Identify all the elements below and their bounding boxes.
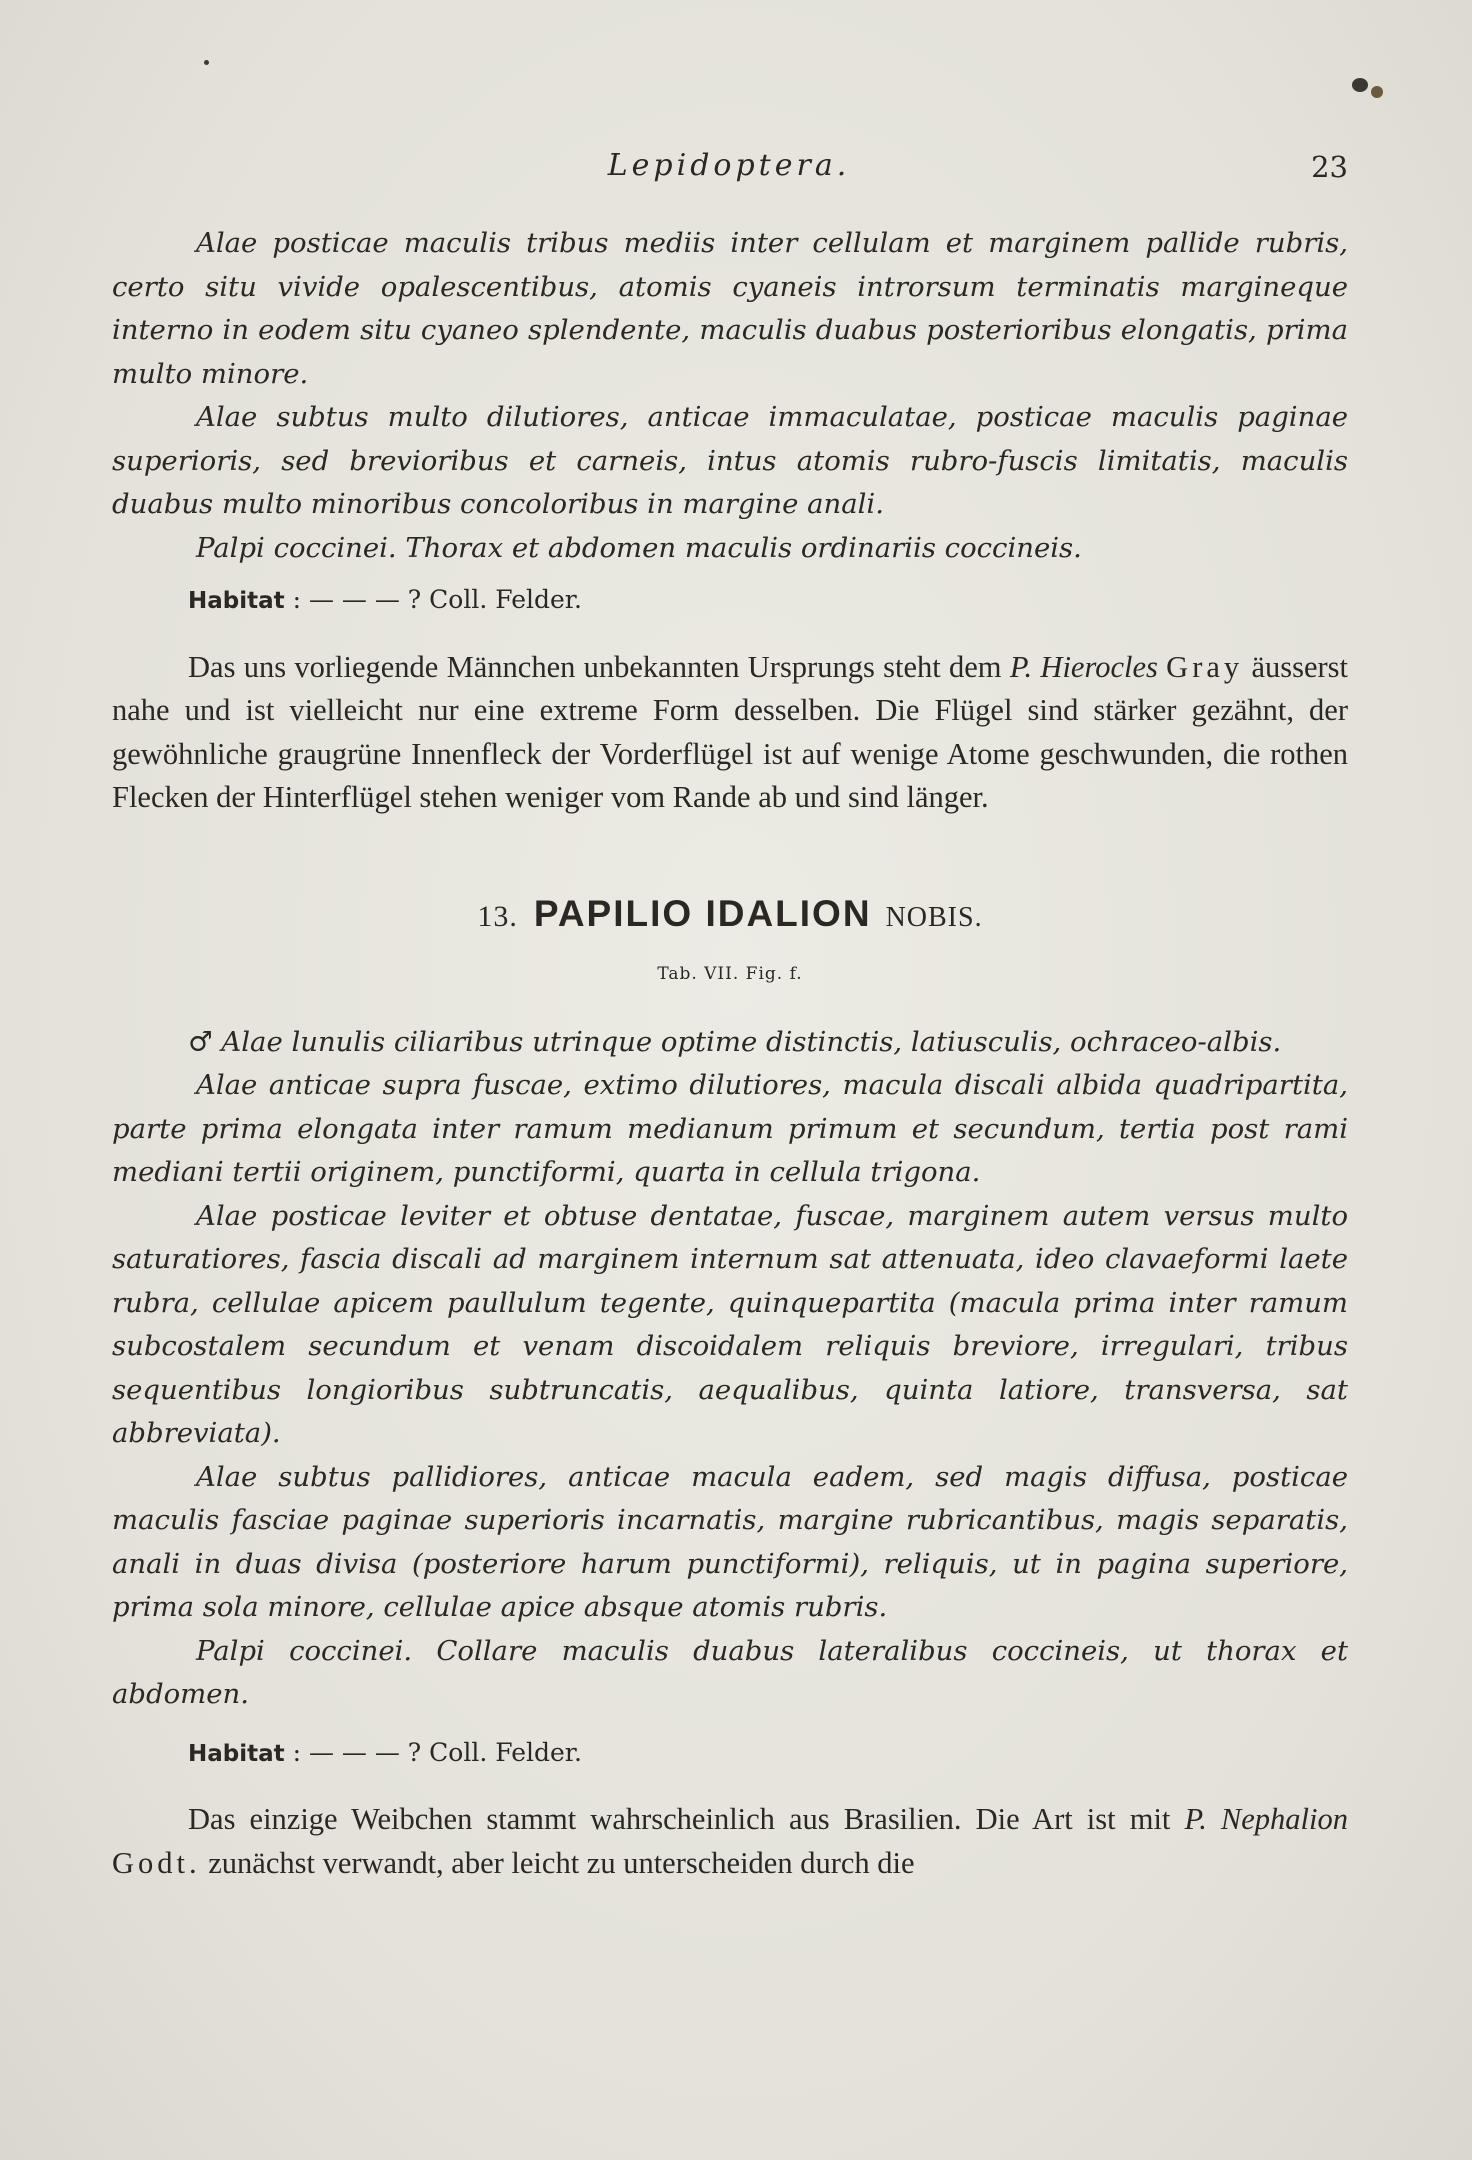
habitat-label: Habitat: [188, 588, 285, 614]
latin-paragraph: Alae anticae supra fuscae, extimo dilutiores, macula discali albida quadripartita, parte prima elongata inter ramum medianum primum et secundum, tertia post rami mediani tertii originem, punctiformi, quarta in cellula trigona.: [112, 1069, 1348, 1188]
german-text: äusserst nahe und ist vielleicht nur eine extreme Form desselben. Die Flügel sind stärker gezähnt, der gewöhnliche graugrüne Innenfleck der Vorderflügel ist auf wenige Atome geschwunden, die rothen Flecken der Hinterflügel stehen weniger vom Rande ab und sind länger.: [112, 649, 1349, 814]
species-reference: P. Nephalion: [1184, 1802, 1348, 1836]
species-reference: P. Hierocles: [1009, 649, 1158, 684]
species-name: PAPILIO IDALION: [533, 892, 872, 934]
latin-paragraph: Alae subtus multo dilutiores, anticae immaculatae, posticae maculis paginae superioris, sed brevioribus et carneis, intus atomis rubro-fuscis limitatis, maculis duabus multo minoribus concoloribus in margine anali.: [112, 401, 1348, 520]
running-header: [110, 148, 1348, 188]
latin-paragraph: Alae subtus pallidiores, anticae macula eadem, sed magis diffusa, posticae maculis fasciae paginae superioris incarnatis, margine rubricantibus, magis separatis, anali in duas divisa (posteriore harum punctiformi), reliquis, ut in pagina superiore, prima sola minore, cellulae apice absque atomis rubris.: [112, 1460, 1348, 1623]
habitat-label: Habitat: [188, 1740, 285, 1767]
ink-spot: [1371, 86, 1383, 98]
plate-reference: Tab. VII. Fig. f.: [657, 964, 803, 984]
habitat-line: [188, 1731, 1348, 1777]
german-text: Das uns vorliegende Männchen unbekannten Ursprungs steht dem: [188, 649, 1010, 684]
latin-paragraph: ♂ Alae lunulis ciliaribus utrinque optime distinctis, latiusculis, ochraceo-albis.: [188, 1025, 1282, 1058]
species-author: NOBIS.: [885, 901, 983, 933]
page-body: [112, 222, 1348, 1885]
german-paragraph: [112, 646, 1348, 820]
habitat-value: : — — — ? Coll. Felder.: [292, 1737, 582, 1767]
running-title: Lepidoptera.: [607, 148, 851, 183]
latin-paragraph: Palpi coccinei. Collare maculis duabus lateralibus coccineis, ut thorax et abdomen.: [112, 1634, 1348, 1710]
page-number: 23: [1311, 150, 1348, 184]
german-text: Das einzige Weibchen stammt wahrscheinlich aus Brasilien. Die Art ist mit: [188, 1802, 1185, 1836]
habitat-value: : — — — ? Coll. Felder.: [292, 585, 582, 614]
author-name: Gray: [1166, 649, 1244, 684]
author-name: Godt.: [112, 1845, 201, 1880]
species-number: 13.: [477, 899, 518, 933]
ink-spot: [1352, 78, 1368, 92]
latin-paragraph: Alae posticae leviter et obtuse dentatae, fuscae, marginem autem versus multo saturatiores, fascia discali ad marginem internum sat attenuata, ideo clavaeformi laete rubra, cellulae apicem paullulum tegente, quinquepartita (macula prima inter ramum subcostalem secundum et venam discoidalem reliquis breviore, irregulari, tribus sequentibus longioribus subtruncatis, aequalibus, quinta latiore, transversa, sat abbreviata).: [112, 1199, 1348, 1449]
latin-paragraph: Palpi coccinei. Thorax et abdomen maculis ordinariis coccineis.: [196, 531, 1082, 564]
latin-paragraph: Alae posticae maculis tribus mediis inter cellulam et marginem pallide rubris, certo situ vivide opalescentibus, atomis cyaneis introrsum terminatis margineque interno in eodem situ cyaneo splendente, maculis duabus posterioribus elongatis, prima multo minore.: [112, 227, 1348, 390]
german-paragraph: [112, 1798, 1348, 1885]
ink-spot: [204, 60, 209, 65]
habitat-line: [188, 578, 1348, 624]
species-heading: [112, 892, 1348, 940]
german-text: zunächst verwandt, aber leicht zu unterscheiden durch die: [200, 1845, 915, 1880]
